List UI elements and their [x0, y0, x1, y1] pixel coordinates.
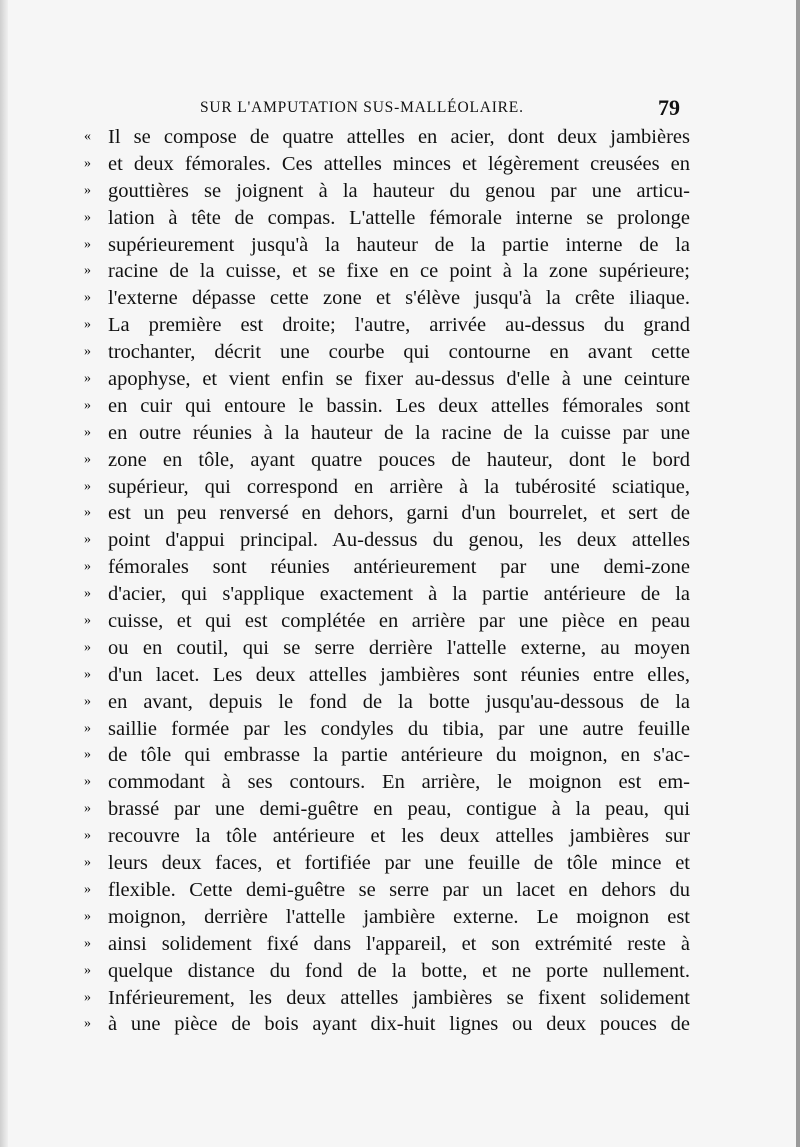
quote-marker: » [84, 532, 91, 548]
line-text: quelque distance du fond de la botte, et ne porte nullement. [108, 959, 690, 982]
line-text: ou en coutil, qui se serre derrière l'attelle externe, au moyen [108, 636, 690, 659]
line-text: trochanter, décrit une courbe qui contourne en avant cette [108, 341, 690, 364]
text-line [80, 769, 690, 796]
text-line [80, 635, 690, 662]
quote-marker: » [84, 639, 91, 655]
line-text: flexible. Cette demi-guêtre se serre par un lacet en dehors du [108, 878, 690, 901]
quote-marker: » [84, 182, 91, 198]
running-head [200, 95, 690, 121]
page-edge-right [796, 0, 800, 1147]
line-text: ainsi solidement fixé dans l'appareil, et son extrémité reste à [108, 932, 690, 955]
quote-marker: » [84, 720, 91, 736]
text-line [80, 877, 690, 904]
quote-marker: » [84, 1016, 91, 1032]
quote-marker: » [84, 559, 91, 575]
quote-marker: » [84, 397, 91, 413]
line-text: en avant, depuis le fond de la botte jusqu'au-dessous de la [108, 690, 690, 713]
quote-marker: » [84, 828, 91, 844]
text-line [80, 151, 690, 178]
text-line [80, 985, 690, 1012]
quote-marker: » [84, 290, 91, 306]
text-line [80, 796, 690, 823]
line-text: point d'appui principal. Au-dessus du genou, les deux attelles [108, 529, 690, 552]
line-text: saillie formée par les condyles du tibia, par une autre feuille [108, 717, 690, 740]
line-text: La première est droite; l'autre, arrivée au-dessus du grand [108, 314, 690, 337]
quoted-paragraph [80, 124, 690, 1038]
text-line [80, 339, 690, 366]
line-text: leurs deux faces, et fortifiée par une feuille de tôle mince et [108, 852, 690, 875]
text-line [80, 823, 690, 850]
quote-marker: » [84, 263, 91, 279]
text-line [80, 904, 690, 931]
quote-marker: » [84, 424, 91, 440]
line-text: moignon, derrière l'attelle jambière externe. Le moignon est [108, 905, 690, 928]
text-line [80, 393, 690, 420]
text-line [80, 554, 690, 581]
line-text: Il se compose de quatre attelles en acier, dont deux jambières [108, 126, 690, 148]
text-line [80, 1011, 690, 1038]
quote-marker: » [84, 989, 91, 1005]
quote-marker: « [84, 129, 91, 144]
text-line [80, 742, 690, 769]
line-text: en outre réunies à la hauteur de la racine de la cuisse par une [108, 421, 690, 444]
text-line [80, 958, 690, 985]
quote-marker: » [84, 855, 91, 871]
quote-marker: » [84, 478, 91, 494]
line-text: en cuir qui entoure le bassin. Les deux attelles fémorales sont [108, 394, 690, 417]
text-line [80, 366, 690, 393]
text-line [80, 474, 690, 501]
quote-marker: » [84, 451, 91, 467]
text-line [80, 420, 690, 447]
line-text: racine de la cuisse, et se fixe en ce point à la zone supérieure; [108, 260, 690, 283]
quote-marker: » [84, 371, 91, 387]
line-text: l'externe dépasse cette zone et s'élève jusqu'à la crête iliaque. [108, 287, 690, 310]
line-text: recouvre la tôle antérieure et les deux attelles jambières sur [108, 825, 690, 848]
line-text: supérieurement jusqu'à la hauteur de la partie interne de la [108, 233, 690, 256]
line-text: fémorales sont réunies antérieurement par une demi-zone [108, 556, 690, 579]
text-line [80, 931, 690, 958]
text-line [80, 205, 690, 232]
quote-marker: » [84, 505, 91, 521]
quote-marker: » [84, 666, 91, 682]
text-line [80, 232, 690, 259]
line-text: cuisse, et qui est complétée en arrière par une pièce en peau [108, 610, 690, 633]
quote-marker: » [84, 747, 91, 763]
text-line [80, 850, 690, 877]
quote-marker: » [84, 155, 91, 171]
line-text: brassé par une demi-guêtre en peau, contigue à la peau, qui [108, 798, 690, 821]
text-line [80, 581, 690, 608]
quote-marker: » [84, 317, 91, 333]
text-line [80, 447, 690, 474]
line-text: apophyse, et vient enfin se fixer au-dessus d'elle à une ceinture [108, 368, 690, 391]
line-text: d'acier, qui s'applique exactement à la partie antérieure de la [108, 583, 690, 606]
text-line [80, 285, 690, 312]
quote-marker: » [84, 774, 91, 790]
quote-marker: » [84, 344, 91, 360]
quote-marker: » [84, 908, 91, 924]
line-text: lation à tête de compas. L'attelle fémorale interne se prolonge [108, 206, 690, 229]
text-line [80, 124, 690, 151]
line-text: est un peu renversé en dehors, garni d'un bourrelet, et sert de [108, 502, 690, 525]
line-text: Inférieurement, les deux attelles jambières se fixent solidement [108, 986, 690, 1009]
line-text: de tôle qui embrasse la partie antérieure du moignon, en s'ac- [108, 744, 690, 767]
text-line [80, 312, 690, 339]
line-text: commodant à ses contours. En arrière, le moignon est em- [108, 771, 690, 794]
quote-marker: » [84, 586, 91, 602]
quote-marker: » [84, 613, 91, 629]
line-text: zone en tôle, ayant quatre pouces de hauteur, dont le bord [108, 448, 690, 471]
text-line [80, 178, 690, 205]
line-text: à une pièce de bois ayant dix-huit lignes ou deux pouces de [108, 1013, 690, 1036]
text-line [80, 500, 690, 527]
line-text: gouttières se joignent à la hauteur du genou par une articu- [108, 179, 690, 202]
text-line [80, 689, 690, 716]
quote-marker: » [84, 236, 91, 252]
quote-marker: » [84, 693, 91, 709]
text-line [80, 608, 690, 635]
text-line [80, 662, 690, 689]
quote-marker: » [84, 801, 91, 817]
text-line [80, 716, 690, 743]
running-title: SUR L'AMPUTATION SUS-MALLÉOLAIRE. [200, 99, 524, 116]
page-number: 79 [658, 95, 680, 120]
text-line [80, 258, 690, 285]
quote-marker: » [84, 962, 91, 978]
quote-marker: » [84, 935, 91, 951]
text-line [80, 527, 690, 554]
line-text: d'un lacet. Les deux attelles jambières sont réunies entre elles, [108, 663, 690, 686]
quote-marker: » [84, 881, 91, 897]
line-text: supérieur, qui correspond en arrière à la tubérosité sciatique, [108, 475, 690, 498]
line-text: et deux fémorales. Ces attelles minces et légèrement creusées en [108, 152, 690, 175]
quote-marker: » [84, 209, 91, 225]
page-shadow-left [0, 0, 8, 1147]
